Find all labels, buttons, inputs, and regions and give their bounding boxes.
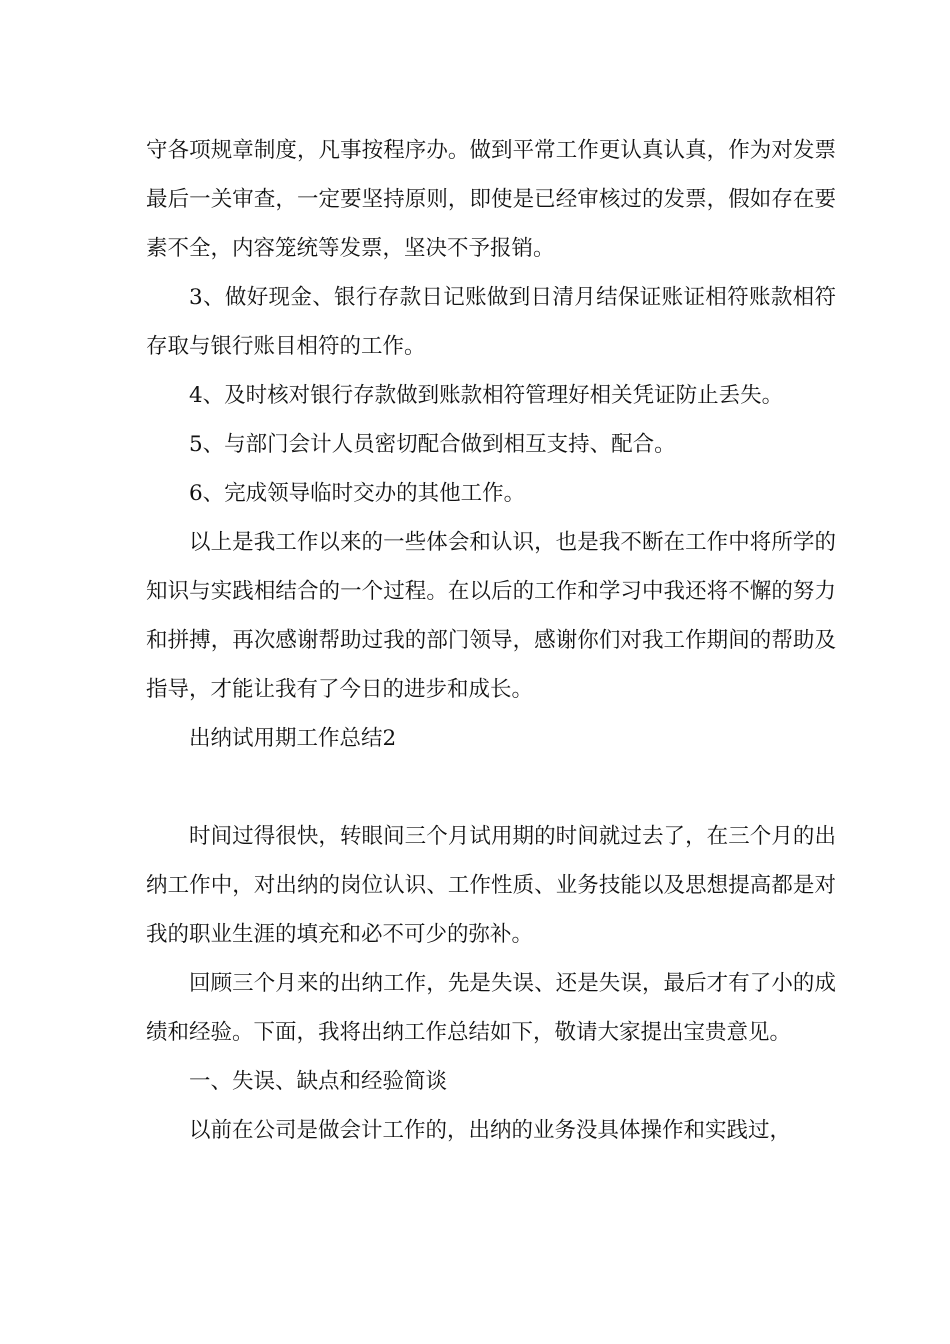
paragraph-conclusion: 以上是我工作以来的一些体会和认识，也是我不断在工作中将所学的知识与实践相结合的一个过程。在以后的工作和学习中我还将不懈的努力和拼搏，再次感谢帮助过我的部门领导，感谢你们对我工作期间的帮助及指导，才能让我有了今日的进步和成长。: [146, 530, 836, 702]
subheading-mistakes: 一、失误、缺点和经验简谈: [189, 1069, 448, 1094]
paragraph-item-4: 4、及时核对银行存款做到账款相符管理好相关凭证防止丢失。: [189, 383, 784, 408]
paragraph-continuation: 守各项规章制度，凡事按程序办。做到平常工作更认真认真，作为对发票最后一关审查，一定要坚持原则，即使是已经审核过的发票，假如存在要素不全，内容笼统等发票，坚决不予报销。: [146, 138, 836, 261]
paragraph-review: 回顾三个月来的出纳工作，先是失误、还是失误，最后才有了小的成绩和经验。下面，我将出纳工作总结如下，敬请大家提出宝贵意见。: [146, 971, 836, 1045]
paragraph-item-6: 6、完成领导临时交办的其他工作。: [189, 481, 526, 506]
document-body: [146, 126, 836, 1155]
paragraph-intro: 时间过得很快，转眼间三个月试用期的时间就过去了，在三个月的出纳工作中，对出纳的岗位认识、工作性质、业务技能以及思想提高都是对我的职业生涯的填充和必不可少的弥补。: [146, 824, 836, 947]
paragraph-item-5: 5、与部门会计人员密切配合做到相互支持、配合。: [189, 432, 676, 457]
section-heading: 出纳试用期工作总结2: [189, 726, 397, 751]
paragraph-item-3: 3、做好现金、银行存款日记账做到日清月结保证账证相符账款相符存取与银行账目相符的工作。: [146, 285, 836, 359]
paragraph-background: 以前在公司是做会计工作的，出纳的业务没具体操作和实践过，: [189, 1118, 792, 1143]
